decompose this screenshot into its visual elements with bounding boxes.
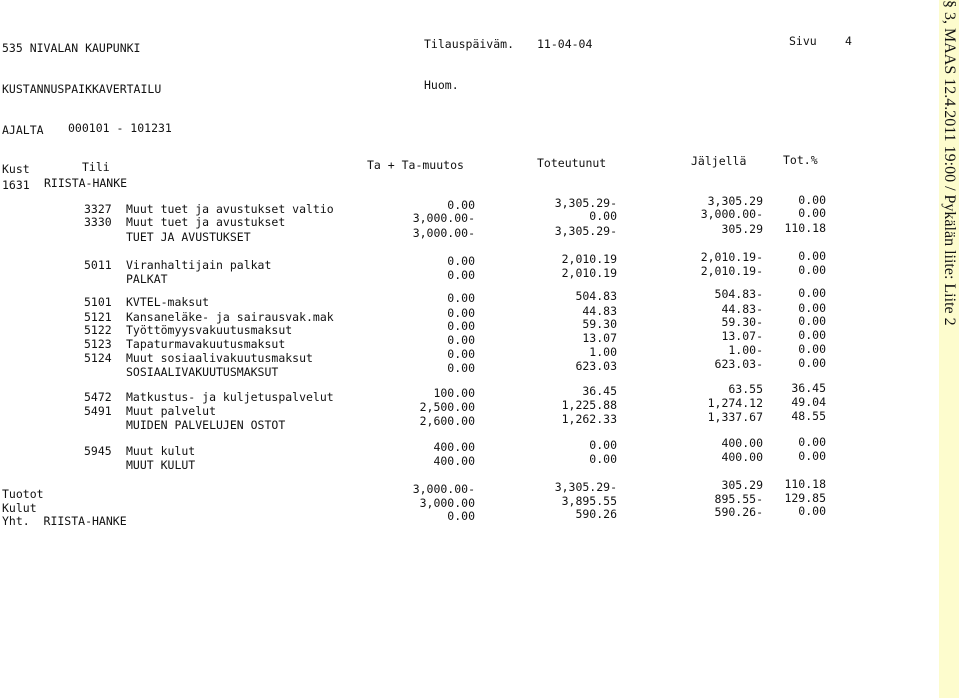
row-account-code: 5121 [84,310,112,324]
total-percent-value: 129.85 [784,491,826,505]
row-budget-value: 2,500.00 [419,400,475,414]
side-annotation-text: § 3, MAAS 12.4.2011 19:00 / Pykälän liite: Liite 2 [941,0,958,326]
row-actual-value: 3,305.29- [554,196,617,210]
row-account-name: Muut palvelut [126,404,217,418]
row-remaining-value: 59.30- [721,315,763,329]
row-remaining-value: 1,337.67 [707,410,763,424]
row-remaining-value: 1.00- [728,343,763,357]
row-percent-value: 36.45 [791,381,826,395]
row-account-name: Työttömyysvakuutusmaksut [126,323,293,337]
row-actual-value: 13.07 [582,331,617,345]
total-actual-value: 590.26 [575,507,617,521]
total-actual-value: 3,895.55 [561,494,617,508]
row-actual-value: 0.00 [589,438,617,452]
row-account-name: Muut tuet ja avustukset valtio [126,202,334,216]
page-number: 4 [845,34,852,48]
period-value: 000101 - 101231 [68,121,172,135]
row-actual-value: 3,305.29- [554,224,617,238]
report-title: KUSTANNUSPAIKKAVERTAILU [2,82,162,96]
row-account-name: SOSIAALIVAKUUTUSMAKSUT [126,365,279,379]
row-budget-value: 0.00 [447,319,475,333]
total-budget-value: 3,000.00- [412,482,475,496]
page-label: Sivu [789,34,817,48]
column-header-remaining: Jäljellä [691,154,747,168]
row-percent-value: 110.18 [784,221,826,235]
row-remaining-value: 504.83- [714,287,763,301]
column-header-actual: Toteutunut [537,156,607,170]
row-budget-value: 3,000.00- [412,226,475,240]
row-actual-value: 1,262.33 [561,412,617,426]
row-actual-value: 504.83 [575,289,617,303]
row-remaining-value: 1,274.12 [707,396,763,410]
row-percent-value: 0.00 [798,263,826,277]
row-account-name: Kansaneläke- ja sairausvak.mak [126,310,334,324]
total-budget-value: 0.00 [447,509,475,523]
row-percent-value: 0.00 [798,314,826,328]
row-remaining-value: 63.55 [728,382,763,396]
period-label: AJALTA [2,123,44,137]
row-account-name: Muut tuet ja avustukset [126,215,286,229]
row-remaining-value: 13.07- [721,329,763,343]
row-percent-value: 0.00 [798,206,826,220]
row-actual-value: 2,010.19 [561,266,617,280]
row-remaining-value: 400.00 [721,436,763,450]
row-account-name: MUIDEN PALVELUJEN OSTOT [126,418,286,432]
row-remaining-value: 2,010.19- [700,250,763,264]
row-budget-value: 0.00 [447,333,475,347]
row-account-code: 3330 [84,215,112,229]
row-budget-value: 400.00 [433,440,475,454]
row-actual-value: 44.83 [582,304,617,318]
row-actual-value: 1,225.88 [561,398,617,412]
row-account-code: 5011 [84,258,112,272]
row-account-code: 5945 [84,444,112,458]
row-percent-value: 0.00 [798,286,826,300]
row-budget-value: 3,000.00- [412,211,475,225]
row-remaining-value: 2,010.19- [700,264,763,278]
row-budget-value: 0.00 [447,198,475,212]
total-label: Tuotot [2,487,44,501]
order-date-label: Tilauspäiväm. [424,37,515,51]
row-account-name: TUET JA AVUSTUKSET [126,230,251,244]
row-actual-value: 0.00 [589,209,617,223]
row-percent-value: 0.00 [798,356,826,370]
row-percent-value: 0.00 [798,193,826,207]
column-header-kust: Kust [2,162,30,176]
total-label: Kulut [2,501,37,515]
order-date: 11-04-04 [537,37,593,51]
total-percent-value: 0.00 [798,504,826,518]
row-account-code: 5491 [84,404,112,418]
row-actual-value: 2,010.19 [561,252,617,266]
total-label: Yht. RIISTA-HANKE [2,514,127,528]
row-budget-value: 400.00 [433,454,475,468]
row-actual-value: 623.03 [575,359,617,373]
row-account-code: 5124 [84,351,112,365]
row-remaining-value: 44.83- [721,302,763,316]
note-label: Huom. [424,78,459,92]
total-remaining-value: 895.55- [714,492,763,506]
row-account-name: Tapaturmavakuutusmaksut [126,337,286,351]
row-budget-value: 0.00 [447,291,475,305]
row-remaining-value: 3,305.29 [707,194,763,208]
row-account-name: Matkustus- ja kuljetuspalvelut [126,390,334,404]
total-actual-value: 3,305.29- [554,480,617,494]
row-account-code: 5123 [84,337,112,351]
row-account-code: 3327 [84,202,112,216]
column-header-percent: Tot.% [783,153,818,167]
total-budget-value: 3,000.00 [419,496,475,510]
cost-center-name: RIISTA-HANKE [44,176,128,190]
row-budget-value: 0.00 [447,306,475,320]
row-budget-value: 0.00 [447,268,475,282]
row-account-name: Viranhaltijain palkat [126,258,272,272]
row-account-name: KVTEL-maksut [126,295,210,309]
row-actual-value: 0.00 [589,452,617,466]
row-actual-value: 36.45 [582,384,617,398]
row-budget-value: 2,600.00 [419,414,475,428]
cost-center-code: 1631 [2,178,30,192]
row-percent-value: 49.04 [791,395,826,409]
row-account-name: MUUT KULUT [126,458,196,472]
row-account-name: PALKAT [126,272,168,286]
row-remaining-value: 3,000.00- [700,207,763,221]
column-header-budget: Ta + Ta-muutos [367,158,464,172]
row-budget-value: 0.00 [447,254,475,268]
row-account-name: Muut sosiaalivakuutusmaksut [126,351,313,365]
row-percent-value: 0.00 [798,449,826,463]
column-header-tili: Tili [82,160,110,174]
row-account-name: Muut kulut [126,444,196,458]
total-remaining-value: 590.26- [714,505,763,519]
row-percent-value: 0.00 [798,328,826,342]
row-percent-value: 0.00 [798,435,826,449]
row-budget-value: 0.00 [447,347,475,361]
total-remaining-value: 305.29 [721,478,763,492]
row-remaining-value: 400.00 [721,450,763,464]
organization-name: 535 NIVALAN KAUPUNKI [2,41,141,55]
row-actual-value: 1.00 [589,345,617,359]
row-percent-value: 48.55 [791,409,826,423]
row-budget-value: 0.00 [447,361,475,375]
row-percent-value: 0.00 [798,301,826,315]
row-account-code: 5472 [84,390,112,404]
total-percent-value: 110.18 [784,477,826,491]
row-percent-value: 0.00 [798,249,826,263]
row-actual-value: 59.30 [582,317,617,331]
row-percent-value: 0.00 [798,342,826,356]
row-account-code: 5101 [84,295,112,309]
row-account-code: 5122 [84,323,112,337]
row-remaining-value: 623.03- [714,357,763,371]
row-budget-value: 100.00 [433,386,475,400]
row-remaining-value: 305.29 [721,222,763,236]
